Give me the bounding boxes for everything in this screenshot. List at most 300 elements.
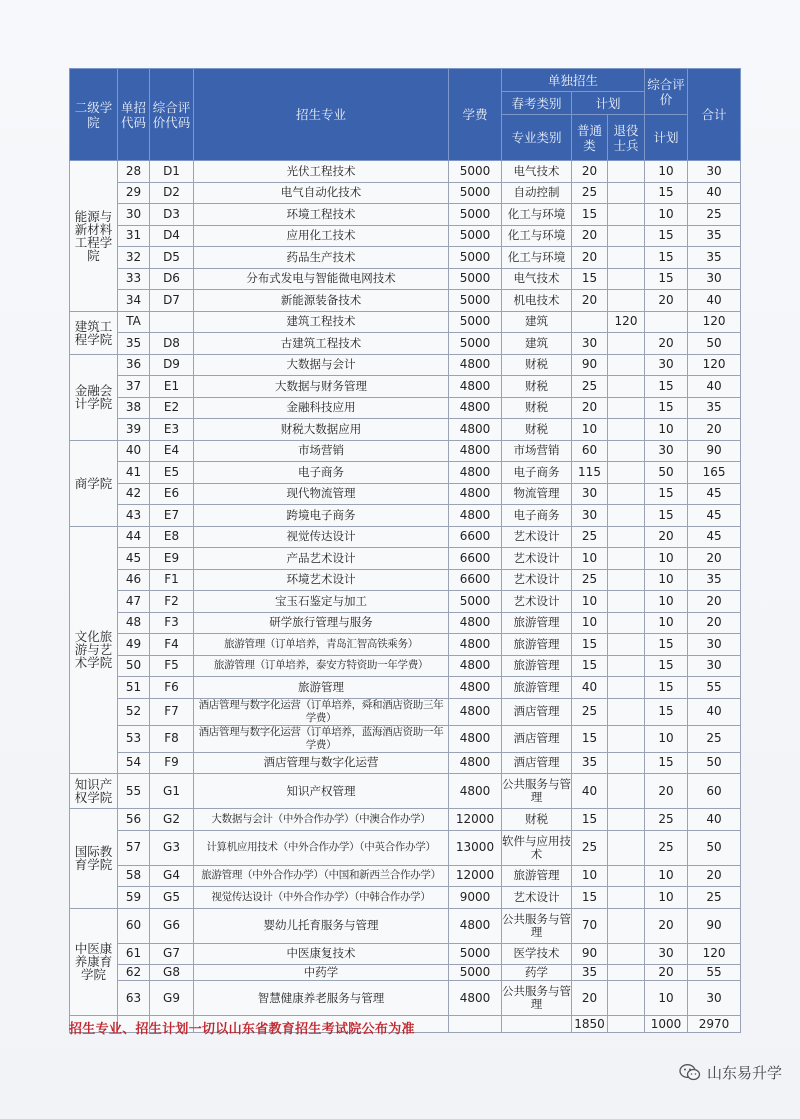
category-cell: 艺术设计 <box>502 526 572 548</box>
comp-code-cell: D6 <box>150 268 194 290</box>
veteran-plan-cell <box>608 655 645 677</box>
comp-plan-cell: 15 <box>645 483 688 505</box>
total-cell: 50 <box>688 752 741 774</box>
single-code-cell: 56 <box>118 809 150 831</box>
veteran-plan-cell <box>608 981 645 1016</box>
general-plan-cell: 90 <box>572 943 608 965</box>
category-cell: 市场营销 <box>502 440 572 462</box>
major-cell: 古建筑工程技术 <box>194 333 449 355</box>
tuition-cell: 9000 <box>449 887 502 909</box>
single-code-cell: 60 <box>118 908 150 943</box>
comp-plan-cell: 15 <box>645 376 688 398</box>
veteran-plan-cell <box>608 830 645 865</box>
single-code-cell: 52 <box>118 698 150 725</box>
major-cell: 环境艺术设计 <box>194 569 449 591</box>
tuition-cell: 4800 <box>449 419 502 441</box>
general-plan-cell: 10 <box>572 548 608 570</box>
veteran-plan-cell <box>608 698 645 725</box>
table-row <box>70 311 741 333</box>
general-plan-cell: 15 <box>572 655 608 677</box>
general-plan-cell: 15 <box>572 268 608 290</box>
general-plan-cell: 25 <box>572 830 608 865</box>
table-row <box>70 376 741 398</box>
table-row <box>70 774 741 809</box>
veteran-plan-cell <box>608 397 645 419</box>
general-plan-cell: 20 <box>572 290 608 312</box>
general-plan-cell: 20 <box>572 981 608 1016</box>
totals-empty-cell <box>502 1016 572 1033</box>
tuition-cell: 4800 <box>449 376 502 398</box>
table-row <box>70 483 741 505</box>
single-code-cell: 54 <box>118 752 150 774</box>
general-plan-cell: 25 <box>572 526 608 548</box>
veteran-plan-cell <box>608 591 645 613</box>
comp-code-cell <box>150 311 194 333</box>
single-code-cell: 42 <box>118 483 150 505</box>
total-cell: 55 <box>688 677 741 699</box>
category-cell: 公共服务与管理 <box>502 908 572 943</box>
veteran-plan-cell <box>608 462 645 484</box>
major-cell: 研学旅行管理与服务 <box>194 612 449 634</box>
category-cell: 酒店管理 <box>502 725 572 752</box>
comp-code-cell: G2 <box>150 809 194 831</box>
college-cell: 中医康养康育学院 <box>70 908 118 1016</box>
tuition-cell: 12000 <box>449 809 502 831</box>
brand-watermark <box>679 1062 782 1083</box>
header-spring-cat: 春考类别 <box>502 92 572 115</box>
single-code-cell: 30 <box>118 204 150 226</box>
header-single-group: 单独招生 <box>502 69 645 92</box>
category-cell: 酒店管理 <box>502 698 572 725</box>
major-cell: 婴幼儿托育服务与管理 <box>194 908 449 943</box>
total-cell: 20 <box>688 612 741 634</box>
table-row <box>70 397 741 419</box>
single-code-cell: 58 <box>118 865 150 887</box>
total-cell: 40 <box>688 182 741 204</box>
comp-code-cell: D9 <box>150 354 194 376</box>
veteran-plan-cell <box>608 376 645 398</box>
tuition-cell: 6600 <box>449 569 502 591</box>
single-code-cell: 57 <box>118 830 150 865</box>
tuition-cell: 6600 <box>449 548 502 570</box>
category-cell: 公共服务与管理 <box>502 981 572 1016</box>
table-row <box>70 612 741 634</box>
total-cell: 45 <box>688 526 741 548</box>
general-plan-cell: 25 <box>572 376 608 398</box>
college-cell: 能源与新材料工程学院 <box>70 161 118 312</box>
table-row <box>70 161 741 183</box>
general-plan-cell: 40 <box>572 774 608 809</box>
single-code-cell: TA <box>118 311 150 333</box>
total-cell: 35 <box>688 397 741 419</box>
header-major: 招生专业 <box>194 69 449 161</box>
major-cell: 分布式发电与智能微电网技术 <box>194 268 449 290</box>
comp-plan-cell: 10 <box>645 419 688 441</box>
category-cell: 药学 <box>502 965 572 981</box>
total-cell: 30 <box>688 634 741 656</box>
table-row <box>70 830 741 865</box>
major-cell: 智慧健康养老服务与管理 <box>194 981 449 1016</box>
category-cell: 电子商务 <box>502 505 572 527</box>
table-row <box>70 354 741 376</box>
general-plan-cell: 30 <box>572 505 608 527</box>
comp-plan-cell: 15 <box>645 182 688 204</box>
veteran-plan-cell <box>608 725 645 752</box>
major-cell: 金融科技应用 <box>194 397 449 419</box>
comp-code-cell: E2 <box>150 397 194 419</box>
total-cell: 25 <box>688 725 741 752</box>
college-cell: 建筑工程学院 <box>70 311 118 354</box>
comp-code-cell: E3 <box>150 419 194 441</box>
comp-code-cell: G5 <box>150 887 194 909</box>
general-plan-cell: 40 <box>572 677 608 699</box>
header-comp-group: 综合评价 <box>645 69 688 115</box>
table-row <box>70 225 741 247</box>
header-plan: 计划 <box>572 92 645 115</box>
category-cell: 财税 <box>502 419 572 441</box>
single-code-cell: 51 <box>118 677 150 699</box>
tuition-cell: 4800 <box>449 981 502 1016</box>
single-code-cell: 31 <box>118 225 150 247</box>
comp-plan-cell: 20 <box>645 333 688 355</box>
table-row <box>70 591 741 613</box>
veteran-plan-cell <box>608 908 645 943</box>
major-cell: 中医康复技术 <box>194 943 449 965</box>
comp-code-cell: E8 <box>150 526 194 548</box>
category-cell: 财税 <box>502 809 572 831</box>
total-cell: 55 <box>688 965 741 981</box>
tuition-cell: 5000 <box>449 333 502 355</box>
veteran-plan-cell <box>608 943 645 965</box>
table-row <box>70 965 741 981</box>
single-code-cell: 61 <box>118 943 150 965</box>
major-cell: 跨境电子商务 <box>194 505 449 527</box>
single-code-cell: 50 <box>118 655 150 677</box>
category-cell: 酒店管理 <box>502 752 572 774</box>
table-body <box>70 161 741 1033</box>
category-cell: 旅游管理 <box>502 634 572 656</box>
major-cell: 视觉传达设计（中外合作办学）（中韩合作办学） <box>194 887 449 909</box>
veteran-plan-cell <box>608 419 645 441</box>
category-cell: 艺术设计 <box>502 887 572 909</box>
totals-empty-cell <box>449 1016 502 1033</box>
tuition-cell: 12000 <box>449 865 502 887</box>
category-cell: 软件与应用技术 <box>502 830 572 865</box>
table-row <box>70 725 741 752</box>
veteran-plan-cell <box>608 204 645 226</box>
comp-code-cell: G7 <box>150 943 194 965</box>
tuition-cell: 5000 <box>449 247 502 269</box>
major-cell: 计算机应用技术（中外合作办学）（中英合作办学） <box>194 830 449 865</box>
veteran-plan-cell <box>608 965 645 981</box>
veteran-plan-cell <box>608 505 645 527</box>
veteran-plan-cell <box>608 268 645 290</box>
tuition-cell: 4800 <box>449 774 502 809</box>
veteran-plan-cell <box>608 809 645 831</box>
general-plan-cell: 25 <box>572 569 608 591</box>
total-cell: 30 <box>688 655 741 677</box>
general-plan-cell: 15 <box>572 725 608 752</box>
comp-code-cell: G8 <box>150 965 194 981</box>
table-row <box>70 419 741 441</box>
comp-code-cell: F3 <box>150 612 194 634</box>
table-row <box>70 333 741 355</box>
single-code-cell: 33 <box>118 268 150 290</box>
table-row <box>70 677 741 699</box>
veteran-plan-cell <box>608 182 645 204</box>
general-plan-cell: 25 <box>572 182 608 204</box>
tuition-cell: 5000 <box>449 965 502 981</box>
comp-code-cell: F4 <box>150 634 194 656</box>
college-cell: 金融会计学院 <box>70 354 118 440</box>
total-cell: 40 <box>688 809 741 831</box>
comp-plan-cell: 15 <box>645 505 688 527</box>
tuition-cell: 4800 <box>449 397 502 419</box>
category-cell: 机电技术 <box>502 290 572 312</box>
tuition-cell: 5000 <box>449 161 502 183</box>
single-code-cell: 48 <box>118 612 150 634</box>
general-plan-cell: 20 <box>572 247 608 269</box>
major-cell: 应用化工技术 <box>194 225 449 247</box>
general-plan-cell: 35 <box>572 752 608 774</box>
header-major-cat: 专业类别 <box>502 115 572 161</box>
comp-code-cell: E4 <box>150 440 194 462</box>
total-cell: 30 <box>688 161 741 183</box>
general-plan-cell: 15 <box>572 204 608 226</box>
table-row <box>70 908 741 943</box>
veteran-plan-cell <box>608 247 645 269</box>
header-tuition: 学费 <box>449 69 502 161</box>
total-cell: 20 <box>688 591 741 613</box>
major-cell: 酒店管理与数字化运营（订单培养，舜和酒店资助三年学费） <box>194 698 449 725</box>
single-code-cell: 46 <box>118 569 150 591</box>
major-cell: 酒店管理与数字化运营 <box>194 752 449 774</box>
major-cell: 旅游管理（订单培养，青岛汇智高铁乘务） <box>194 634 449 656</box>
total-cell: 30 <box>688 981 741 1016</box>
category-cell: 艺术设计 <box>502 591 572 613</box>
category-cell: 化工与环境 <box>502 225 572 247</box>
table-row <box>70 462 741 484</box>
table-row <box>70 290 741 312</box>
tuition-cell: 4800 <box>449 698 502 725</box>
total-cell: 40 <box>688 698 741 725</box>
major-cell: 新能源装备技术 <box>194 290 449 312</box>
comp-plan-cell: 25 <box>645 809 688 831</box>
total-cell: 20 <box>688 865 741 887</box>
comp-code-cell: E9 <box>150 548 194 570</box>
general-plan-cell: 20 <box>572 161 608 183</box>
veteran-plan-cell <box>608 161 645 183</box>
header-college: 二级学院 <box>70 69 118 161</box>
single-code-cell: 28 <box>118 161 150 183</box>
veteran-plan-cell <box>608 677 645 699</box>
table-row <box>70 505 741 527</box>
header-code-comp: 综合评价代码 <box>150 69 194 161</box>
tuition-cell: 4800 <box>449 752 502 774</box>
single-code-cell: 34 <box>118 290 150 312</box>
single-code-cell: 29 <box>118 182 150 204</box>
category-cell: 旅游管理 <box>502 612 572 634</box>
total-cell: 40 <box>688 376 741 398</box>
comp-plan-cell: 15 <box>645 634 688 656</box>
table-row <box>70 887 741 909</box>
major-cell: 旅游管理（中外合作办学）（中国和新西兰合作办学） <box>194 865 449 887</box>
category-cell: 艺术设计 <box>502 569 572 591</box>
total-cell: 120 <box>688 354 741 376</box>
disclaimer-note: 招生专业、招生计划一切以山东省教育招生考试院公布为准 <box>69 1022 415 1037</box>
category-cell: 电气技术 <box>502 268 572 290</box>
category-cell: 旅游管理 <box>502 655 572 677</box>
major-cell: 知识产权管理 <box>194 774 449 809</box>
category-cell: 自动控制 <box>502 182 572 204</box>
major-cell: 大数据与会计（中外合作办学）（中澳合作办学） <box>194 809 449 831</box>
general-plan-cell: 15 <box>572 887 608 909</box>
major-cell: 大数据与财务管理 <box>194 376 449 398</box>
total-cell: 120 <box>688 943 741 965</box>
comp-code-cell: F5 <box>150 655 194 677</box>
single-code-cell: 40 <box>118 440 150 462</box>
comp-code-cell: D1 <box>150 161 194 183</box>
total-cell: 120 <box>688 311 741 333</box>
major-cell: 电气自动化技术 <box>194 182 449 204</box>
general-plan-cell: 15 <box>572 809 608 831</box>
wechat-icon <box>679 1063 701 1082</box>
comp-code-cell: F2 <box>150 591 194 613</box>
veteran-plan-cell <box>608 526 645 548</box>
tuition-cell: 5000 <box>449 591 502 613</box>
single-code-cell: 35 <box>118 333 150 355</box>
single-code-cell: 49 <box>118 634 150 656</box>
total-cell: 20 <box>688 419 741 441</box>
comp-code-cell: G6 <box>150 908 194 943</box>
category-cell: 物流管理 <box>502 483 572 505</box>
comp-plan-cell: 30 <box>645 440 688 462</box>
tuition-cell: 4800 <box>449 505 502 527</box>
category-cell: 电子商务 <box>502 462 572 484</box>
general-plan-cell: 70 <box>572 908 608 943</box>
comp-code-cell: D7 <box>150 290 194 312</box>
comp-code-cell: E5 <box>150 462 194 484</box>
total-cell: 50 <box>688 333 741 355</box>
total-cell: 90 <box>688 440 741 462</box>
tuition-cell: 4800 <box>449 677 502 699</box>
category-cell: 化工与环境 <box>502 247 572 269</box>
veteran-plan-cell <box>608 333 645 355</box>
veteran-plan-cell <box>608 569 645 591</box>
tuition-cell: 6600 <box>449 526 502 548</box>
comp-plan-cell: 10 <box>645 981 688 1016</box>
single-code-cell: 62 <box>118 965 150 981</box>
veteran-plan-cell <box>608 865 645 887</box>
single-code-cell: 63 <box>118 981 150 1016</box>
comp-code-cell: D4 <box>150 225 194 247</box>
major-cell: 药品生产技术 <box>194 247 449 269</box>
category-cell: 财税 <box>502 354 572 376</box>
tuition-cell: 5000 <box>449 225 502 247</box>
college-cell: 文化旅游与艺术学院 <box>70 526 118 774</box>
major-cell: 市场营销 <box>194 440 449 462</box>
single-code-cell: 38 <box>118 397 150 419</box>
tuition-cell: 4800 <box>449 462 502 484</box>
category-cell: 医学技术 <box>502 943 572 965</box>
header-general: 普通类 <box>572 115 608 161</box>
general-plan-cell: 10 <box>572 591 608 613</box>
totals-general-cell: 1850 <box>572 1016 608 1033</box>
comp-plan-cell: 15 <box>645 698 688 725</box>
general-plan-cell: 30 <box>572 333 608 355</box>
major-cell: 财税大数据应用 <box>194 419 449 441</box>
comp-plan-cell: 10 <box>645 204 688 226</box>
major-cell: 环境工程技术 <box>194 204 449 226</box>
tuition-cell: 5000 <box>449 204 502 226</box>
comp-plan-cell: 10 <box>645 887 688 909</box>
veteran-plan-cell <box>608 774 645 809</box>
single-code-cell: 59 <box>118 887 150 909</box>
table-row <box>70 981 741 1016</box>
comp-code-cell: G4 <box>150 865 194 887</box>
tuition-cell: 5000 <box>449 311 502 333</box>
tuition-cell: 5000 <box>449 943 502 965</box>
category-cell: 旅游管理 <box>502 865 572 887</box>
comp-plan-cell: 15 <box>645 752 688 774</box>
totals-comp-cell: 1000 <box>645 1016 688 1033</box>
total-cell: 90 <box>688 908 741 943</box>
comp-code-cell: F8 <box>150 725 194 752</box>
comp-code-cell: G9 <box>150 981 194 1016</box>
header-total: 合计 <box>688 69 741 161</box>
single-code-cell: 32 <box>118 247 150 269</box>
table-row <box>70 440 741 462</box>
comp-plan-cell: 10 <box>645 569 688 591</box>
total-cell: 45 <box>688 483 741 505</box>
table-row <box>70 526 741 548</box>
major-cell: 中药学 <box>194 965 449 981</box>
major-cell: 旅游管理 <box>194 677 449 699</box>
category-cell: 财税 <box>502 376 572 398</box>
table-row <box>70 655 741 677</box>
total-cell: 60 <box>688 774 741 809</box>
major-cell: 电子商务 <box>194 462 449 484</box>
tuition-cell: 13000 <box>449 830 502 865</box>
header-comp-plan: 计划 <box>645 115 688 161</box>
general-plan-cell: 115 <box>572 462 608 484</box>
table-row <box>70 865 741 887</box>
general-plan-cell: 15 <box>572 634 608 656</box>
tuition-cell: 4800 <box>449 483 502 505</box>
comp-plan-cell: 15 <box>645 397 688 419</box>
totals-total-cell: 2970 <box>688 1016 741 1033</box>
tuition-cell: 5000 <box>449 290 502 312</box>
veteran-plan-cell <box>608 483 645 505</box>
brand-name: 山东易升学 <box>706 1064 782 1082</box>
major-cell: 产品艺术设计 <box>194 548 449 570</box>
comp-code-cell: D5 <box>150 247 194 269</box>
veteran-plan-cell <box>608 887 645 909</box>
veteran-plan-cell <box>608 634 645 656</box>
comp-code-cell: G3 <box>150 830 194 865</box>
category-cell: 建筑 <box>502 311 572 333</box>
general-plan-cell: 10 <box>572 612 608 634</box>
general-plan-cell: 20 <box>572 397 608 419</box>
major-cell: 大数据与会计 <box>194 354 449 376</box>
major-cell: 酒店管理与数字化运营（订单培养，蓝海酒店资助一年学费） <box>194 725 449 752</box>
comp-code-cell: F7 <box>150 698 194 725</box>
comp-plan-cell: 15 <box>645 677 688 699</box>
total-cell: 20 <box>688 548 741 570</box>
veteran-plan-cell <box>608 290 645 312</box>
comp-code-cell: F6 <box>150 677 194 699</box>
single-code-cell: 41 <box>118 462 150 484</box>
